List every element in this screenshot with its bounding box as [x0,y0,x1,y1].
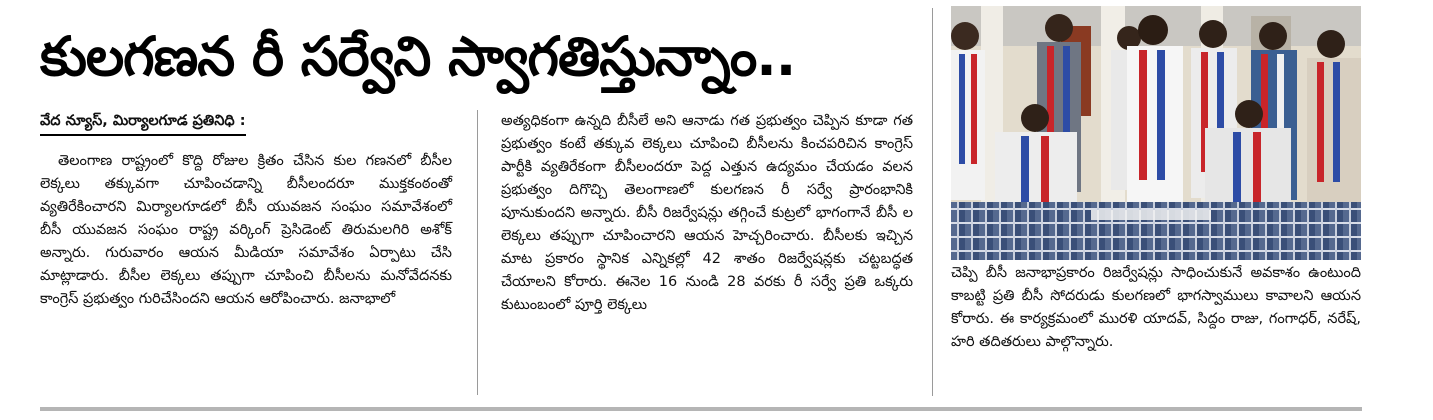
article-column-2 [501,110,913,317]
column-1-text: తెలంగాణ రాష్ట్రంలో కొద్ది రోజుల క్రితం చేసిన కుల గణనలో బీసీల లెక్కలు తక్కువగా చూపించడాన్ని బీసీలందరూ ముక్తకంఠంతో వ్యతిరేకించారని మిర్యాలగూడలో బీసీ యువజన సంఘం సమావేశంలో బీసీ యువజన సంఘం రాష్ట్ర వర్కింగ్ ప్రెసిడెంట్ తిరుమలగిరి అశోక్ అన్నారు. గురువారం ఆయన మీడియా సమావేశం ఏర్పాటు చేసి మాట్లాడారు. బీసీల లెక్కలు తప్పుగా చూపించి బీసీలను మనోవేదనకు కాంగ్రెస్ ప్రభుత్వం గురిచేసిందని ఆయన ఆరోపించారు. జనాభాలో [40,153,452,307]
column-divider-1 [477,110,478,395]
column-divider-2 [932,8,933,396]
column-3-text: చెప్పి బీసీ జనాభాప్రకారం రిజర్వేషన్లు సాధించుకునే అవకాశం ఉంటుంది కాబట్టి ప్రతి బీసీ సోదరుడు కులగణలో భాగస్వాములు కావాలని ఆయన కోరారు. ఈ కార్యక్రమంలో మురళి యాదవ్, సిద్దం రాజు, గంగాధర్, నరేష్, హరి తదితరులు పాల్గొన్నారు. [951,265,1361,350]
news-photo [951,6,1361,260]
bottom-rule [40,407,1362,411]
article-column-1 [40,110,452,311]
article-column-3 [951,262,1361,354]
article-byline: వేద న్యూస్, మిర్యాలగూడ ప్రతినిధి : [40,110,246,136]
article-headline: కులగణన రీ సర్వేని స్వాగతిస్తున్నాం.. [40,25,796,88]
column-2-text: అత్యధికంగా ఉన్నది బీసీలే అని ఆనాడు గత ప్రభుత్వం చెప్పిన కూడా గత ప్రభుత్వం కంటే తక్కువ లెక్కలు చూపించి బీసీలను కించపరిచిన కాంగ్రెస్ పార్టీకి వ్యతిరేకంగా బీసీలందరూ పెద్ద ఎత్తున ఉద్యమం చేయడం వలన ప్రభుత్వం దిగొచ్చి తెలంగాణలో కులగణన రీ సర్వే ప్రారంభానికి పూనుకుందని అన్నారు. బీసీ రిజర్వేషన్లు తగ్గించే కుట్రలో భాగంగానే బీసీ ల లెక్కలు తప్పుగా చూపించారని ఆయన హెచ్చరించారు. బీసీలకు ఇచ్చిన మాట ప్రకారం స్థానిక ఎన్నికల్లో 42 శాతం రిజర్వేషన్లకు చట్టబద్ధత చేయాలని కోరారు. ఈనెల 16 నుండి 28 వరకు రీ సర్వే ప్రతి ఒక్కరు కుటుంబంలో పూర్తి లెక్కలు [501,113,913,313]
